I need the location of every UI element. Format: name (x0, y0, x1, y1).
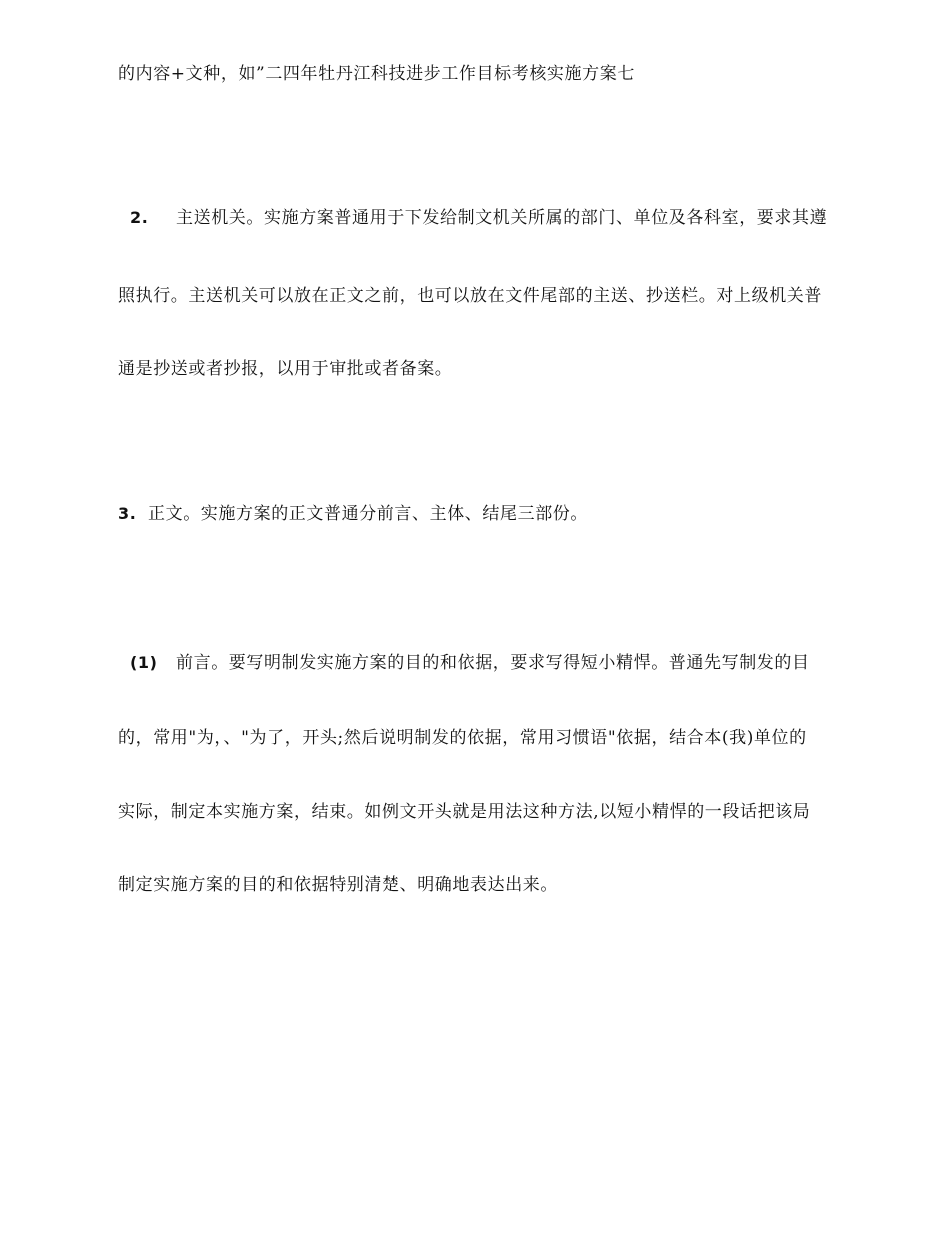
sub-1-line-4 (118, 873, 918, 897)
sub-1-line-1 (118, 651, 918, 675)
item-3-line-1 (118, 502, 918, 526)
top-line-text: 的内容+文种，如”二四年牡丹江科技进步工作目标考核实施方案七 (118, 64, 635, 84)
item-2-number: 2. (130, 208, 149, 227)
sub-1-line-2 (118, 726, 918, 750)
sub-1-text-3: 实际，制定本实施方案，结束。如例文开头就是用法这种方法,以短小精悍的一段话把该局 (118, 802, 811, 822)
item-2-line-1 (118, 206, 918, 230)
item-2-text-3: 通是抄送或者抄报，以用于审批或者备案。 (118, 359, 453, 379)
item-3-number: 3. (118, 504, 137, 523)
item-2-text-1: 主送机关。实施方案普通用于下发给制文机关所属的部门、单位及各科室，要求其遵 (176, 208, 828, 228)
item-2-text-2: 照执行。主送机关可以放在正文之前，也可以放在文件尾部的主送、抄送栏。对上级机关普 (118, 286, 822, 306)
item-2-line-2 (118, 284, 918, 308)
sub-1-line-3 (118, 800, 918, 824)
sub-1-text-2: 的，常用"为，、"为了，开头;然后说明制发的依据，常用习惯语"依据，结合本(我)单位的 (118, 728, 807, 748)
paragraph-line-top (118, 62, 918, 86)
sub-1-text-1: 前言。要写明制发实施方案的目的和依据，要求写得短小精悍。普通先写制发的目 (176, 653, 810, 673)
sub-1-number: (1) (130, 653, 158, 672)
item-3-text-1: 正文。实施方案的正文普通分前言、主体、结尾三部份。 (148, 504, 588, 524)
sub-1-text-4: 制定实施方案的目的和依据特别清楚、明确地表达出来。 (118, 875, 558, 895)
item-2-line-3 (118, 357, 918, 381)
